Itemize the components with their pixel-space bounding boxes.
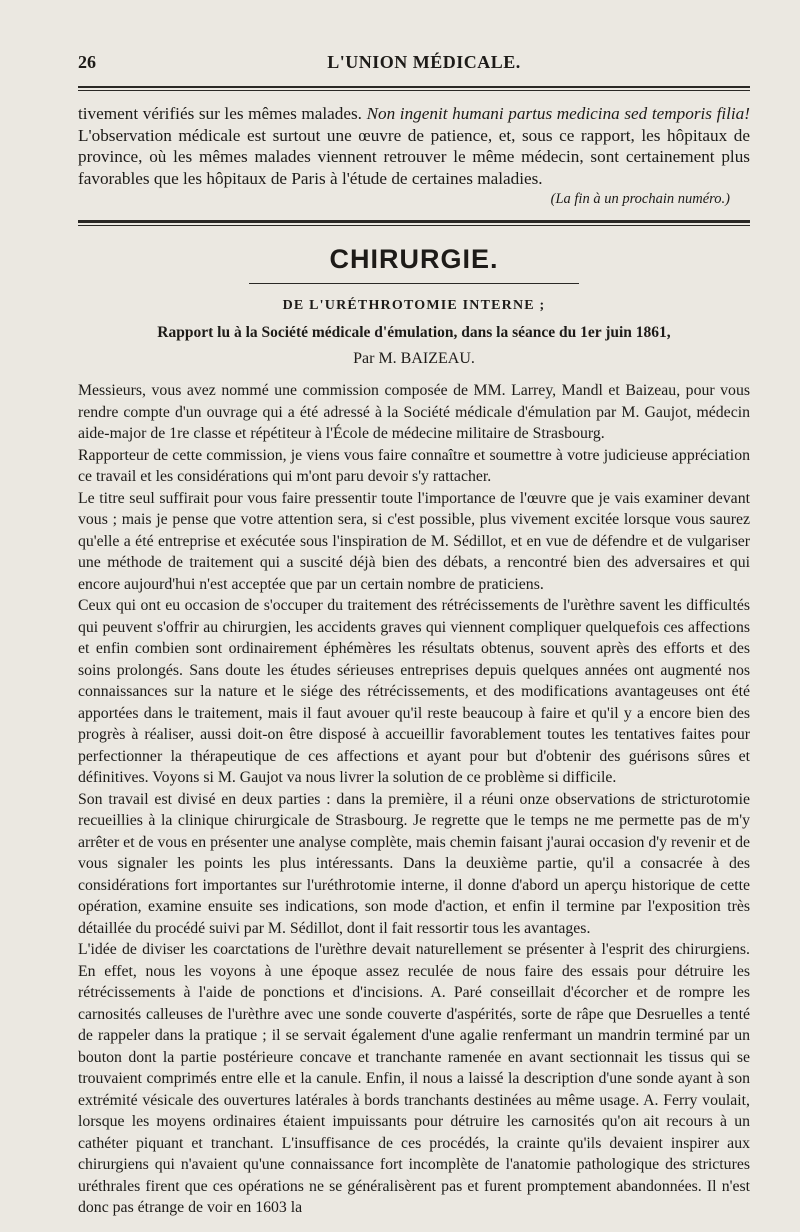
page-header (78, 52, 750, 80)
running-title: L'UNION MÉDICALE. (327, 52, 521, 72)
header-rule-thin (78, 90, 750, 91)
body-paragraph-6: L'idée de diviser les coarctations de l'urèthre devait naturellement se présenter à l'esprit des chirurgiens. En effet, nous les voyons à une époque assez reculée de nous faire des essais pour détruire les rétrécissements à l'aide de ponctions et d'incisions. A. Paré conseillait d'écorcher et de rompre les carnosités calleuses de l'urèthre avec une sonde couverte d'aspérités, sorte de râpe que Desruelles a tenté de rappeler dans la pratique ; il se servait également d'une agalie renfermant un mandrin terminé par un bouton dont la partie postérieure concave et tranchante ramenée en avant sectionnait les tissus qui se trouvaient comprimés entre elle et la canule. Enfin, il nous a laissé la description d'une sonde ayant à son extrémité vésicale des ouvertures latérales à bords tranchants destinées au même usage. A. Ferry voulait, lorsque les moyens ordinaires étaient impuissants pour détruire les carnosités qu'on ait recours à un cathéter piquant et tranchant. L'insuffisance de ces procédés, la crainte qu'ils devaient inspirer aux chirurgiens qui n'avaient qu'une connaissance fort incomplète de l'anatomie pathologique des strictures uréthrales firent que ces opérations ne se généralisèrent pas et furent promptement abandonnées. Il n'est donc pas étrange de voir en 1603 la (78, 941, 750, 1216)
article-author: Par M. BAIZEAU. (353, 350, 475, 367)
body-paragraph-4: Ceux qui ont eu occasion de s'occuper du traitement des rétrécissements de l'urèthre savent les difficultés qui peuvent s'offrir au chirurgien, les accidents graves qui viennent compliquer quelquefois ces affections et enfin combien sont ordinairement éphémères les résultats obtenus, souvent après des efforts et des soins prolongés. Sans doute les études sérieuses entreprises depuis quelques années ont augmenté nos connaissances sur la nature et le siége des rétrécissements, et des modifications avantageuses ont été apportées dans le traitement, mais il faut avouer qu'il reste beaucoup à faire et qu'il y a encore bien des progrès à réaliser, aussi doit-on être disposé à accueillir favorablement toutes les tentatives faites pour perfectionner la thérapeutique de ces affections et ayant pour but d'obtenir des guérisons sûres et définitives. Voyons si M. Gaujot va nous livrer la solution de ce problème si difficile. (78, 597, 750, 786)
intro-text-end: L'observation médicale est surtout une œuvre de patience, et, sous ce rapport, les hôpitaux de province, où les mêmes malades viennent retrouver le même médecin, sont certainement plus favorables que les hôpitaux de Paris à l'étude de certaines maladies. (78, 125, 750, 188)
section-title: CHIRURGIE. (329, 244, 499, 274)
body-paragraph-3: Le titre seul suffirait pour vous faire pressentir toute l'importance de l'œuvre que je vais examiner devant vous ; mais je pense que votre attention sera, si c'est possible, plus vivement excitée lorsque vous saurez qu'elle a été entreprise et exécutée sous l'inspiration de M. Sédillot, et en vue de défendre et de vulgariser une méthode de traitement qui a suscité déjà bien des débats, a rencontré bien des adversaires et qui encore aujourd'hui n'est acceptée que par un certain nombre de praticiens. (78, 489, 750, 593)
body-paragraph-5: Son travail est divisé en deux parties : dans la première, il a réuni onze observations de stricturotomie recueillies à la clinique chirurgicale de Strasbourg. Je regrette que le temps ne me permette pas de m'y arrêter et de vous en présenter une analyse complète, mais chemin faisant j'aurai occasion d'y revenir et de vous signaler les points les plus intéressants. Dans la deuxième partie, qu'il a consacrée à des considérations fort importantes sur l'uréthrotomie interne, il donne d'abord un aperçu historique de cette opération, examine ensuite ses indications, son mode d'action, et enfin il termine par l'exposition très détaillée du procédé suivi par M. Sédillot, dont il fait ressortir tous les avantages. (78, 790, 750, 937)
article-body (78, 380, 750, 1219)
header-rule (78, 86, 750, 88)
section-divider-thin (78, 225, 750, 226)
body-paragraph-2: Rapporteur de cette commission, je viens vous faire connaître et soumettre à votre judicieuse appréciation ce travail et les considérations qui m'ont paru devoir s'y rattacher. (78, 446, 750, 485)
section-divider (78, 220, 750, 223)
section-title-rule (249, 283, 579, 284)
body-paragraph-1: Messieurs, vous avez nommé une commission composée de MM. Larrey, Mandl et Baizeau, pour vous rendre compte d'un ouvrage qui a été adressé à la Société médicale d'émulation par M. Gaujot, médecin aide-major de 1re classe et répétiteur à l'École de médecine militaire de Strasbourg. (78, 382, 750, 442)
intro-text-start: tivement vérifiés sur les mêmes malades. (78, 104, 367, 123)
article-title: DE L'URÉTHROTOMIE INTERNE ; (282, 298, 546, 313)
latin-quote: Non ingenit humani partus medicina sed temporis filia! (366, 104, 750, 123)
to-be-continued-note: (La fin à un prochain numéro.) (550, 191, 730, 207)
article-subtitle: Rapport lu à la Société médicale d'émulation, dans la séance du 1er juin 1861, (157, 324, 671, 341)
intro-paragraph (78, 103, 750, 189)
page-number: 26 (78, 52, 96, 72)
